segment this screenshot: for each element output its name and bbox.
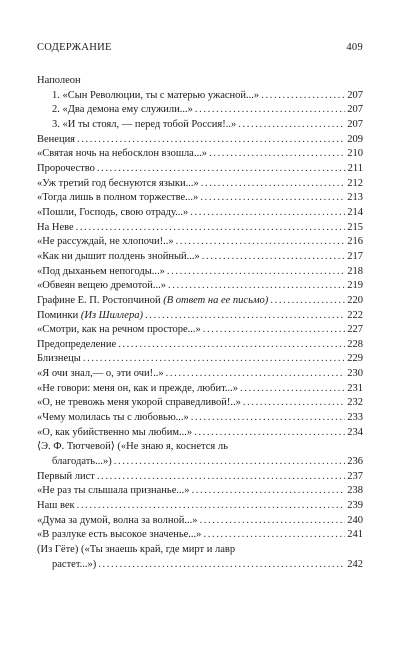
toc-entry-page: 240	[347, 514, 363, 526]
toc-entry-goethe	[37, 543, 363, 572]
toc-entry-continuation	[37, 558, 363, 573]
toc-entry-title: «Святая ночь на небосклон взошла...»	[37, 148, 207, 160]
toc-entry	[37, 484, 363, 499]
dot-leader	[203, 528, 345, 543]
toc-entry-title: На Неве	[37, 221, 74, 233]
toc-entry-title-main: Графине Е. П. Ростопчиной	[37, 294, 161, 306]
toc-entry-page: 236	[347, 456, 363, 468]
toc-entry-title: «Смотри, как на речном просторе...»	[37, 324, 201, 336]
toc-entry-title: «Под дыханьем непогоды...»	[37, 265, 165, 277]
toc-entry	[37, 367, 363, 382]
toc-entry	[37, 470, 363, 485]
dot-leader	[199, 514, 345, 529]
dot-leader	[270, 294, 345, 309]
dot-leader	[194, 426, 345, 441]
toc-entry-title-line1: (Из Гёте) («Ты знаешь край, где мирт и лавр	[37, 544, 236, 555]
dot-leader	[176, 235, 346, 250]
toc-entry	[37, 411, 363, 426]
dot-leader	[195, 103, 345, 118]
toc-entry-page: 231	[347, 382, 363, 394]
toc-sub-entry	[37, 103, 363, 118]
toc-entry	[37, 250, 363, 265]
dot-leader	[243, 396, 345, 411]
toc-entry-title: Предопределение	[37, 338, 117, 350]
dot-leader	[202, 250, 346, 265]
toc-entry-title: «Обвеян вещею дремотой...»	[37, 280, 167, 292]
toc-group-heading: Наполеон	[37, 75, 81, 86]
dot-leader	[166, 367, 346, 382]
dot-leader	[83, 352, 345, 367]
dot-leader	[114, 455, 346, 470]
toc-entry-title: «Как ни дышит полдень знойный...»	[37, 250, 200, 262]
toc-entry	[37, 221, 363, 236]
toc-entry-page: 229	[347, 353, 363, 365]
toc-entry	[37, 206, 363, 221]
dot-leader	[97, 470, 345, 485]
toc-entry-title: «Не раз ты слышала признанье...»	[37, 485, 190, 497]
toc-entry	[37, 338, 363, 353]
toc-entry-title: «Пошли, Господь, свою отраду...»	[37, 206, 189, 218]
toc-entry-title: Венеция	[37, 133, 76, 145]
toc-entry-title: «Не говори: меня он, как и прежде, любит...»	[37, 382, 239, 394]
toc-entry-title	[37, 294, 268, 309]
toc-entry-title-line2: растет...»)	[52, 558, 97, 570]
toc-entry-title: «Дума за думой, волна за волной...»	[37, 514, 198, 526]
section-title: СОДЕРЖАНИЕ	[37, 42, 112, 53]
toc-entry-page: 237	[347, 470, 363, 482]
toc-entry-title-main: Поминки	[37, 309, 79, 321]
toc-entry	[37, 352, 363, 367]
toc-entry-note: (В ответ на ее письмо)	[163, 294, 269, 306]
toc-entry	[37, 323, 363, 338]
toc-entry-title: Близнецы	[37, 353, 81, 365]
toc-entry-page: 232	[347, 397, 363, 409]
toc-entry	[37, 265, 363, 280]
dot-leader	[77, 133, 345, 148]
toc-entry-page: 241	[347, 529, 363, 541]
toc-entry-page: 230	[347, 368, 363, 380]
toc-entry-page: 214	[347, 206, 363, 218]
toc-entry-page: 218	[347, 265, 363, 277]
toc-entry-page: 227	[347, 324, 363, 336]
toc-sub-entry	[37, 118, 363, 133]
toc-entry-title: Пророчество	[37, 162, 95, 174]
toc-entry-title: «О, не тревожь меня укорой справедливой!..»	[37, 397, 241, 409]
running-header	[37, 42, 363, 58]
toc-entry	[37, 396, 363, 411]
toc-entry-page: 217	[347, 250, 363, 262]
toc-entry-title: «Уж третий год беснуются языки...»	[37, 177, 199, 189]
toc-sub-entry	[37, 89, 363, 104]
toc-entry-title: «Не рассуждай, не хлопочи!..»	[37, 236, 174, 248]
toc-entry-page: 234	[347, 426, 363, 438]
toc-entry-title: Наш век	[37, 500, 75, 512]
toc-entry	[37, 528, 363, 543]
toc-entry-pominki	[37, 309, 363, 324]
dot-leader	[97, 162, 346, 177]
toc-entry-rostopchina	[37, 294, 363, 309]
toc-entry	[37, 499, 363, 514]
toc-entry	[37, 514, 363, 529]
dot-leader	[209, 147, 345, 162]
toc-entry-note: (Из Шиллера)	[80, 309, 143, 321]
dot-leader	[77, 499, 346, 514]
toc-entry-page: 216	[347, 236, 363, 248]
toc-entry-page: 228	[347, 338, 363, 350]
toc-entry-page: 207	[347, 104, 363, 116]
toc-entry-page: 212	[347, 177, 363, 189]
dot-leader	[168, 279, 345, 294]
toc-entry	[37, 191, 363, 206]
dot-leader	[76, 221, 346, 236]
toc-entry-page: 242	[347, 558, 363, 570]
toc-entry	[37, 147, 363, 162]
toc-entry-title: «Я очи знал,— о, эти очи!..»	[37, 368, 164, 380]
toc-entry-title-line1: ⟨Э. Ф. Тютчевой⟩ («Не знаю я, коснется ль	[37, 441, 228, 453]
toc-entry	[37, 177, 363, 192]
toc-entry-page: 220	[347, 294, 363, 306]
toc-entry-page: 207	[347, 89, 363, 101]
toc-entry-title: «О, как убийственно мы любим...»	[37, 426, 193, 438]
dot-leader	[261, 89, 345, 104]
toc-entry-title: «Чему молилась ты с любовью...»	[37, 412, 189, 424]
toc-entry-title: «Тогда лишь в полном торжестве...»	[37, 192, 199, 204]
toc-entry-title: «В разлуке есть высокое значенье...»	[37, 529, 202, 541]
toc-entry-page: 239	[347, 500, 363, 512]
dot-leader	[145, 309, 345, 324]
toc-entry	[37, 133, 363, 148]
table-of-contents	[37, 74, 363, 572]
toc-entry-page: 213	[347, 192, 363, 204]
dot-leader	[118, 338, 345, 353]
toc-entry-page: 233	[347, 412, 363, 424]
dot-leader	[98, 558, 345, 573]
toc-entry-title: Первый лист	[37, 470, 95, 482]
dot-leader	[191, 411, 345, 426]
toc-entry-page: 209	[347, 133, 363, 145]
toc-entry-page: 207	[347, 118, 363, 130]
toc-entry-title: 1. «Сын Революции, ты с матерью ужасной...»	[52, 89, 260, 101]
toc-entry-title	[37, 309, 143, 324]
toc-entry	[37, 162, 363, 177]
toc-entry	[37, 426, 363, 441]
toc-entry-page: 210	[347, 148, 363, 160]
page-number: 409	[346, 42, 363, 53]
toc-entry-page: 222	[347, 309, 363, 321]
toc-entry-title-line2: благодать...»)	[52, 456, 112, 468]
dot-leader	[201, 177, 345, 192]
dot-leader	[238, 118, 345, 133]
toc-entry-page: 215	[347, 221, 363, 233]
dot-leader	[190, 206, 345, 221]
dot-leader	[200, 191, 345, 206]
toc-entry-tyutcheva	[37, 440, 363, 469]
dot-leader	[240, 382, 345, 397]
toc-entry-page: 211	[347, 162, 363, 174]
toc-entry	[37, 382, 363, 397]
toc-entry-page: 238	[347, 485, 363, 497]
dot-leader	[167, 265, 345, 280]
toc-entry-page: 219	[347, 280, 363, 292]
dot-leader	[192, 484, 346, 499]
dot-leader	[203, 323, 346, 338]
toc-entry	[37, 235, 363, 250]
toc-entry	[37, 279, 363, 294]
toc-entry-continuation	[37, 455, 363, 470]
toc-entry-title: 2. «Два демона ему служили...»	[52, 104, 193, 116]
toc-entry-title: 3. «И ты стоял, — перед тобой Россия!..»	[52, 118, 237, 130]
